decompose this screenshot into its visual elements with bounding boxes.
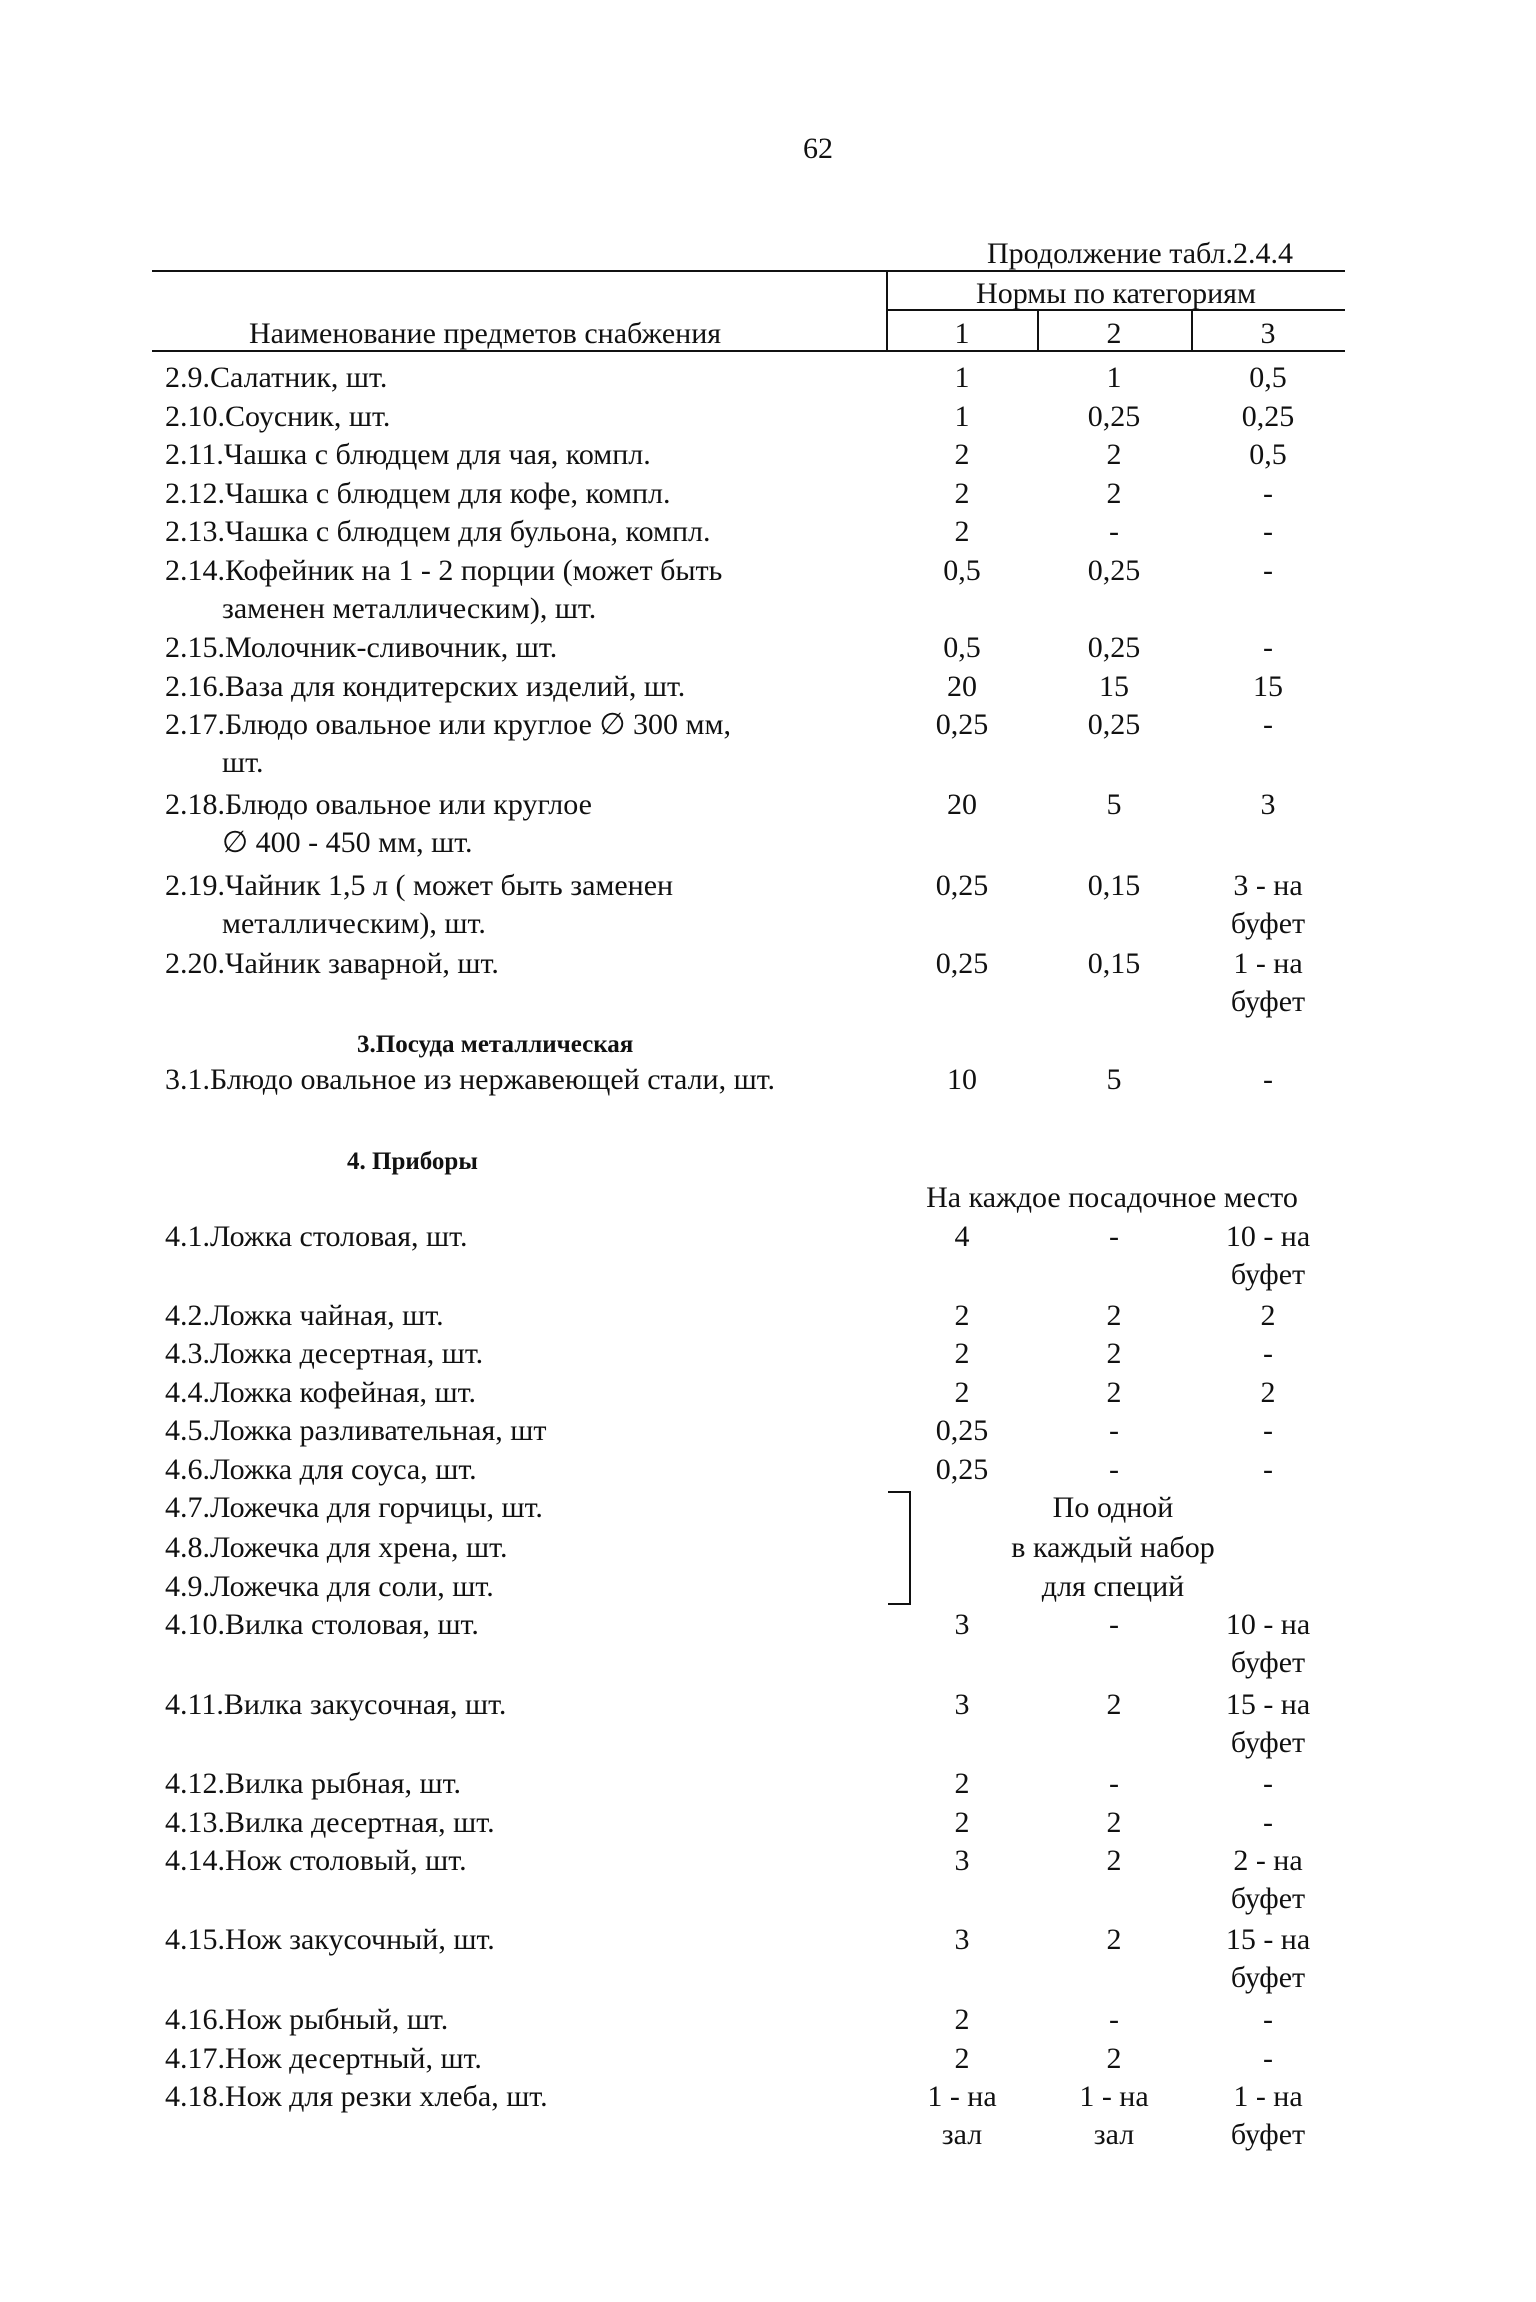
item-name: 2.20.Чайник заварной, шт. [165, 947, 499, 980]
category-3-value: - [1263, 515, 1273, 548]
item-name: 2.13.Чашка с блюдцем для бульона, компл. [165, 515, 711, 548]
column-header-category-2: 2 [1106, 317, 1122, 350]
category-3-value: буфет [1230, 1882, 1306, 1915]
category-2-value: 2 [1106, 1299, 1122, 1332]
category-3-value: буфет [1230, 1961, 1306, 1994]
category-1-value: 1 [954, 400, 970, 433]
item-name: 4.2.Ложка чайная, шт. [165, 1299, 444, 1332]
category-3-value: - [1263, 1337, 1273, 1370]
category-1-value: 2 [954, 477, 970, 510]
category-3-value: буфет [1230, 1726, 1306, 1759]
category-1-value: 0,25 [935, 947, 989, 980]
item-name: 2.10.Соусник, шт. [165, 400, 391, 433]
category-1-value: 2 [954, 515, 970, 548]
item-name: 2.18.Блюдо овальное или круглое [165, 788, 592, 821]
bracket-icon [886, 1490, 916, 1608]
category-2-value: - [1109, 1608, 1119, 1641]
item-name: 4.3.Ложка десертная, шт. [165, 1337, 484, 1370]
category-2-value: 2 [1106, 1337, 1122, 1370]
page-number: 62 [803, 132, 833, 165]
category-2-value: - [1109, 2003, 1119, 2036]
category-3-value: буфет [1230, 985, 1306, 1018]
item-name: 2.15.Молочник-сливочник, шт. [165, 631, 558, 664]
category-3-value: 1 - на [1233, 2080, 1303, 2113]
category-1-value: 2 [954, 1376, 970, 1409]
category-3-value: - [1263, 2003, 1273, 2036]
category-1-value: 0,5 [943, 631, 981, 664]
category-2-value: 2 [1106, 438, 1122, 471]
item-name: 4.13.Вилка десертная, шт. [165, 1806, 495, 1839]
category-2-value: 2 [1106, 477, 1122, 510]
item-name: 2.17.Блюдо овальное или круглое ∅ 300 мм, [165, 708, 731, 741]
category-2-value: 0,15 [1087, 947, 1141, 980]
category-2-value: 5 [1106, 788, 1122, 821]
category-2-value: 0,25 [1087, 400, 1141, 433]
category-1-value: 2 [954, 1806, 970, 1839]
category-3-value: 0,25 [1241, 400, 1295, 433]
category-1-value: 4 [954, 1220, 970, 1253]
category-2-value: 0,25 [1087, 708, 1141, 741]
category-3-value: - [1263, 1453, 1273, 1486]
item-name: заменен металлическим), шт. [222, 592, 597, 625]
per-seat-note: На каждое посадочное место [926, 1181, 1298, 1214]
category-2-value: 2 [1106, 1376, 1122, 1409]
category-2-value: 1 - на [1079, 2080, 1149, 2113]
category-2-value: 2 [1106, 1688, 1122, 1721]
category-1-value: 2 [954, 2003, 970, 2036]
category-1-value: 20 [947, 788, 977, 821]
item-name: 4.15.Нож закусочный, шт. [165, 1923, 495, 1956]
category-2-value: 2 [1106, 1806, 1122, 1839]
item-name: 2.16.Ваза для кондитерских изделий, шт. [165, 670, 686, 703]
item-name: 4.11.Вилка закусочная, шт. [165, 1688, 507, 1721]
category-2-value: зал [1093, 2118, 1135, 2151]
category-1-value: 2 [954, 1337, 970, 1370]
column-header-norms: Нормы по категориям [976, 277, 1256, 310]
category-3-value: - [1263, 554, 1273, 587]
category-1-value: 20 [947, 670, 977, 703]
item-name: металлическим), шт. [222, 907, 486, 940]
item-name: 4.5.Ложка разливательная, шт [165, 1414, 547, 1447]
category-3-value: 10 - на [1225, 1220, 1311, 1253]
category-2-value: 2 [1106, 2042, 1122, 2075]
table-caption: Продолжение табл.2.4.4 [987, 237, 1293, 270]
header-divider [886, 270, 888, 351]
item-name: шт. [222, 746, 264, 779]
item-name: 2.9.Салатник, шт. [165, 361, 388, 394]
item-name: 4.9.Ложечка для соли, шт. [165, 1570, 494, 1603]
category-1-value: 2 [954, 1299, 970, 1332]
category-3-value: 0,5 [1249, 361, 1287, 394]
item-name: 4.1.Ложка столовая, шт. [165, 1220, 468, 1253]
category-2-value: - [1109, 1767, 1119, 1800]
item-name: 4.14.Нож столовый, шт. [165, 1844, 467, 1877]
item-name: 2.14.Кофейник на 1 - 2 порции (может быть [165, 554, 723, 587]
category-2-value: 2 [1106, 1923, 1122, 1956]
category-1-value: 0,25 [935, 869, 989, 902]
category-3-value: 2 [1260, 1376, 1276, 1409]
category-3-value: - [1263, 477, 1273, 510]
column-header-category-3: 3 [1260, 317, 1276, 350]
category-3-value: 3 - на [1233, 869, 1303, 902]
category-2-value: 0,25 [1087, 631, 1141, 664]
category-3-value: 1 - на [1233, 947, 1303, 980]
column-header-category-1: 1 [954, 317, 970, 350]
category-1-value: 3 [954, 1688, 970, 1721]
section-heading: 3.Посуда металлическая [357, 1031, 634, 1058]
spice-set-note: По одной [1052, 1491, 1174, 1524]
table-top-rule [152, 270, 1345, 272]
category-3-value: - [1263, 1063, 1273, 1096]
category-1-value: 10 [947, 1063, 977, 1096]
item-name: 4.8.Ложечка для хрена, шт. [165, 1531, 508, 1564]
category-1-value: 0,25 [935, 708, 989, 741]
category-1-value: 0,25 [935, 1414, 989, 1447]
category-3-value: 15 - на [1225, 1688, 1311, 1721]
category-2-value: - [1109, 1453, 1119, 1486]
category-2-value: 5 [1106, 1063, 1122, 1096]
item-name: 4.7.Ложечка для горчицы, шт. [165, 1491, 543, 1524]
category-3-value: 0,5 [1249, 438, 1287, 471]
category-3-value: - [1263, 708, 1273, 741]
category-divider-2 [1191, 309, 1193, 351]
category-2-value: 0,25 [1087, 554, 1141, 587]
item-name: 4.10.Вилка столовая, шт. [165, 1608, 479, 1641]
category-3-value: 2 - на [1233, 1844, 1303, 1877]
item-name: 2.19.Чайник 1,5 л ( может быть заменен [165, 869, 674, 902]
item-name: 4.16.Нож рыбный, шт. [165, 2003, 449, 2036]
spice-set-note: в каждый набор [1011, 1531, 1215, 1564]
category-3-value: - [1263, 631, 1273, 664]
item-name: 2.12.Чашка с блюдцем для кофе, компл. [165, 477, 671, 510]
category-1-value: зал [941, 2118, 983, 2151]
item-name: 4.17.Нож десертный, шт. [165, 2042, 482, 2075]
category-1-value: 3 [954, 1844, 970, 1877]
category-1-value: 2 [954, 438, 970, 471]
item-name: ∅ 400 - 450 мм, шт. [222, 826, 473, 859]
category-2-value: 1 [1106, 361, 1122, 394]
item-name: 4.18.Нож для резки хлеба, шт. [165, 2080, 548, 2113]
category-3-value: 10 - на [1225, 1608, 1311, 1641]
category-3-value: - [1263, 1767, 1273, 1800]
item-name: 2.11.Чашка с блюдцем для чая, компл. [165, 438, 651, 471]
category-1-value: 1 - на [927, 2080, 997, 2113]
category-1-value: 2 [954, 1767, 970, 1800]
category-2-value: - [1109, 1220, 1119, 1253]
category-1-value: 0,25 [935, 1453, 989, 1486]
column-header-name: Наименование предметов снабжения [249, 317, 722, 350]
category-2-value: 0,15 [1087, 869, 1141, 902]
category-divider-1 [1037, 309, 1039, 351]
category-1-value: 3 [954, 1923, 970, 1956]
category-1-value: 3 [954, 1608, 970, 1641]
item-name: 4.4.Ложка кофейная, шт. [165, 1376, 477, 1409]
category-2-value: - [1109, 515, 1119, 548]
category-3-value: буфет [1230, 1646, 1306, 1679]
category-3-value: буфет [1230, 2118, 1306, 2151]
category-2-value: - [1109, 1414, 1119, 1447]
category-1-value: 1 [954, 361, 970, 394]
category-3-value: буфет [1230, 907, 1306, 940]
category-3-value: - [1263, 2042, 1273, 2075]
category-3-value: - [1263, 1414, 1273, 1447]
category-1-value: 0,5 [943, 554, 981, 587]
category-3-value: 2 [1260, 1299, 1276, 1332]
category-3-value: буфет [1230, 1258, 1306, 1291]
category-2-value: 15 [1099, 670, 1129, 703]
item-name: 4.6.Ложка для соуса, шт. [165, 1453, 477, 1486]
item-name: 4.12.Вилка рыбная, шт. [165, 1767, 462, 1800]
category-3-value: 15 [1253, 670, 1283, 703]
category-3-value: 3 [1260, 788, 1276, 821]
section-heading: 4. Приборы [347, 1148, 478, 1175]
category-1-value: 2 [954, 2042, 970, 2075]
category-2-value: 2 [1106, 1844, 1122, 1877]
spice-set-note: для специй [1041, 1570, 1185, 1603]
category-3-value: - [1263, 1806, 1273, 1839]
category-3-value: 15 - на [1225, 1923, 1311, 1956]
item-name: 3.1.Блюдо овальное из нержавеющей стали, шт. [165, 1063, 776, 1096]
